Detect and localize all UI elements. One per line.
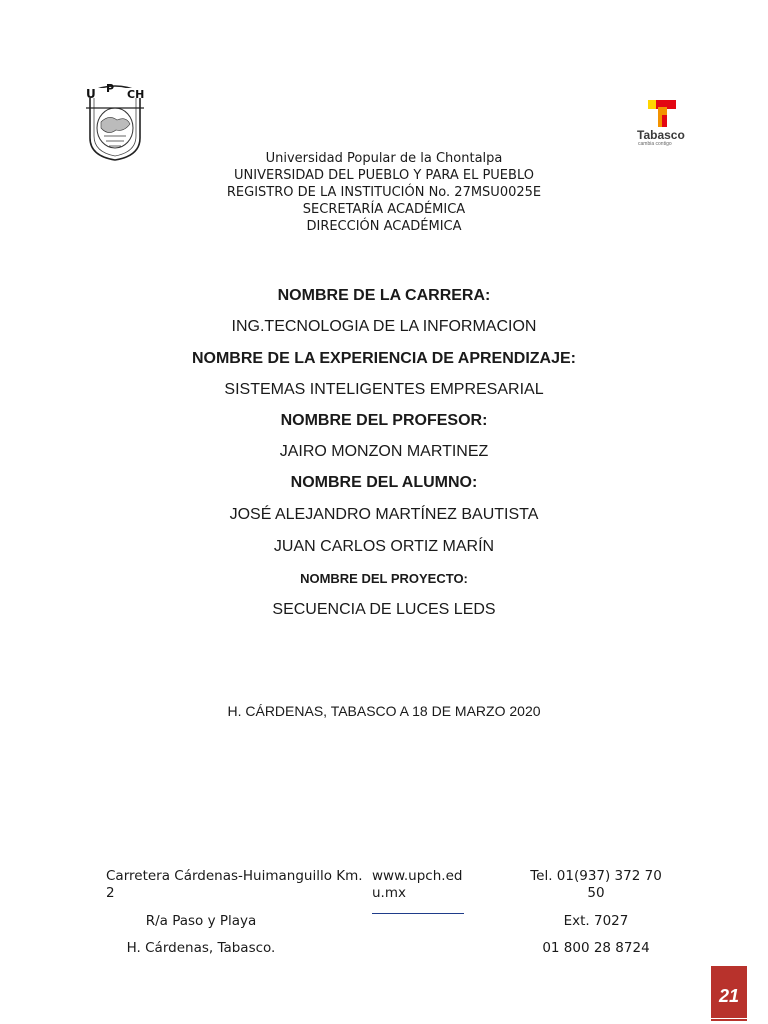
project-value: SECUENCIA DE LUCES LEDS [272, 601, 496, 618]
footer-phone-2: 01 800 28 8724 [542, 940, 650, 956]
page-number: 21 [718, 986, 740, 1006]
career-label: NOMBRE DE LA CARRERA: [277, 287, 491, 304]
project-label: NOMBRE DEL PROYECTO: [300, 571, 468, 586]
footer-address-line-1: Carretera Cárdenas-Huimanguillo Km. 2 [106, 868, 363, 901]
course-label: NOMBRE DE LA EXPERIENCIA DE APRENDIZAJE: [191, 350, 577, 367]
upch-seal-letter-p: P [106, 82, 115, 95]
page-number-badge [711, 966, 747, 1018]
place-date: H. CÁRDENAS, TABASCO A 18 DE MARZO 2020 [227, 703, 541, 719]
footer-address-line-2: R/a Paso y Playa [145, 913, 257, 929]
course-value: SISTEMAS INTELIGENTES EMPRESARIAL [224, 381, 544, 398]
footer-address-line-3: H. Cárdenas, Tabasco. [126, 940, 276, 956]
footer-website-link[interactable]: www.upch.edu.mx [372, 868, 463, 901]
student-name-1: JOSÉ ALEJANDRO MARTÍNEZ BAUTISTA [229, 506, 539, 523]
footer [0, 868, 768, 968]
tabasco-logo-word: Tabasco [637, 128, 685, 142]
students-label: NOMBRE DEL ALUMNO: [290, 474, 478, 491]
student-name-2: JUAN CARLOS ORTIZ MARÍN [273, 538, 495, 555]
professor-value: JAIRO MONZON MARTINEZ [279, 443, 489, 460]
footer-website-underline [372, 913, 464, 914]
footer-extension: Ext. 7027 [563, 913, 629, 929]
professor-label: NOMBRE DEL PROFESOR: [280, 412, 488, 429]
upch-seal-letters-ch: CH [127, 88, 145, 101]
upch-seal-letter-u: U [86, 87, 96, 101]
footer-phone: Tel. 01(937) 372 70 50 [530, 868, 662, 901]
tabasco-logo-slogan: cambia contigo [638, 141, 672, 147]
header-line-direction: DIRECCIÓN ACADÉMICA [306, 219, 462, 234]
header-line-secretariat: SECRETARÍA ACADÉMICA [302, 202, 466, 217]
page-number-rule [711, 1019, 747, 1021]
header-line-motto: UNIVERSIDAD DEL PUEBLO Y PARA EL PUEBLO [234, 168, 534, 183]
tabasco-logo [636, 100, 690, 152]
institution-header [0, 150, 768, 235]
header-line-registration: REGISTRO DE LA INSTITUCIÓN No. 27MSU0025E [226, 185, 542, 200]
career-value: ING.TECNOLOGIA DE LA INFORMACION [231, 318, 537, 335]
header-line-university: Universidad Popular de la Chontalpa [265, 151, 503, 166]
